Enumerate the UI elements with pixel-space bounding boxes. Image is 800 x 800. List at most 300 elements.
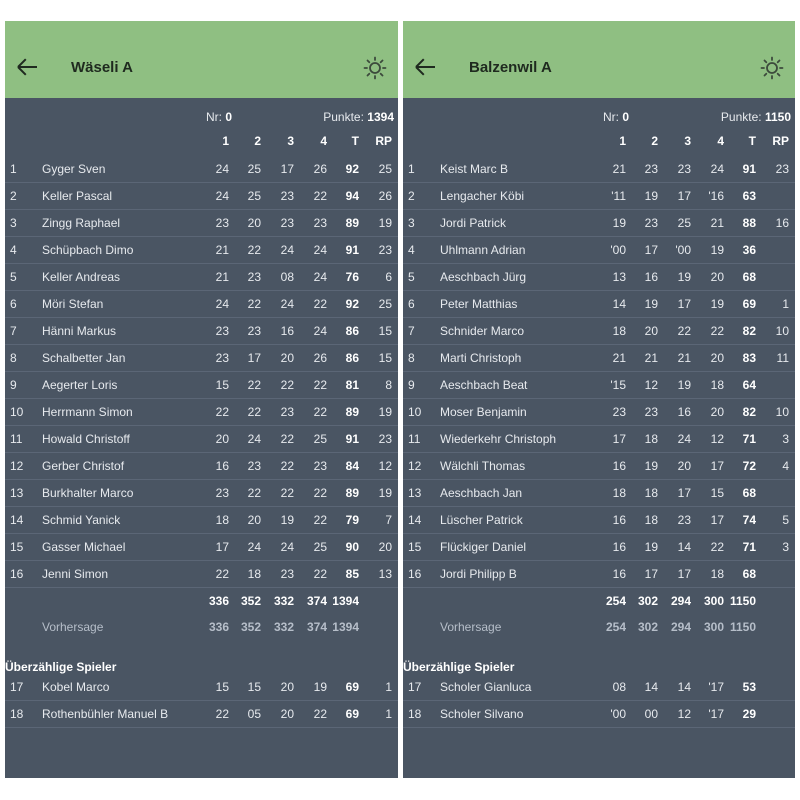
round-4-score: 23 (313, 216, 327, 230)
player-rank: 9 (408, 378, 415, 392)
player-row[interactable] (403, 534, 795, 561)
round-1-score: 18 (612, 486, 626, 500)
player-row[interactable] (403, 210, 795, 237)
player-name: Jordi Patrick (440, 216, 507, 230)
player-name: Schüpbach Dimo (42, 243, 134, 257)
round-3-score: 21 (677, 351, 691, 365)
round-4-score: 17 (710, 513, 724, 527)
round-3-score: 19 (677, 378, 691, 392)
prediction-round-2: 302 (637, 620, 658, 634)
round-3-score: 23 (280, 567, 294, 581)
round-4-score: 24 (313, 324, 327, 338)
total-score: 68 (742, 486, 756, 500)
player-name: Lengacher Köbi (440, 189, 525, 203)
total-score: 69 (742, 297, 756, 311)
round-1-score: 21 (612, 351, 626, 365)
player-rank: 7 (408, 324, 415, 338)
team-panel-right (403, 21, 795, 778)
round-2-score: 17 (644, 567, 658, 581)
player-rank: 1 (408, 162, 415, 176)
player-row[interactable] (403, 674, 795, 701)
player-rank: 4 (10, 243, 17, 257)
round-3-score: 24 (677, 432, 691, 446)
player-row[interactable] (403, 264, 795, 291)
player-name: Wiederkehr Christoph (440, 432, 557, 446)
round-4-score: '17 (708, 707, 724, 721)
round-3-score: 14 (677, 680, 691, 694)
player-name: Scholer Silvano (440, 707, 524, 721)
round-4-score: 12 (710, 432, 724, 446)
rank-points: 25 (378, 162, 392, 176)
round-2-score: 23 (644, 162, 658, 176)
prediction-round-1: 336 (208, 620, 229, 634)
round-2-score: 20 (247, 216, 261, 230)
player-rank: 8 (10, 351, 17, 365)
round-3-score: 22 (677, 324, 691, 338)
round-2-score: 22 (247, 486, 261, 500)
round-4-score: 24 (710, 162, 724, 176)
rank-points: 20 (378, 540, 392, 554)
round-3-score: 17 (677, 567, 691, 581)
rank-points: 8 (385, 378, 392, 392)
rank-points: 11 (776, 351, 789, 365)
round-4-score: 19 (710, 243, 724, 257)
col-round-2: 2 (651, 134, 658, 148)
total-score: 92 (345, 297, 359, 311)
player-row[interactable] (5, 210, 398, 237)
round-4-score: 25 (313, 432, 327, 446)
player-rank: 18 (408, 707, 422, 721)
player-rank: 14 (10, 513, 24, 527)
player-rank: 13 (408, 486, 422, 500)
round-3-score: 08 (280, 270, 294, 284)
round-4-score: 20 (710, 405, 724, 419)
player-rank: 3 (408, 216, 415, 230)
player-row[interactable] (403, 237, 795, 264)
col-rp: RP (772, 134, 789, 148)
player-row[interactable] (403, 318, 795, 345)
round-3-score: 24 (280, 243, 294, 257)
player-rank: 11 (10, 432, 23, 446)
round-3-score: 16 (677, 405, 691, 419)
round-2-score: 23 (247, 270, 261, 284)
player-name: Aeschbach Beat (440, 378, 528, 392)
round-3-score: 22 (280, 378, 294, 392)
total-round-3: 294 (670, 594, 691, 608)
round-1-score: 24 (215, 162, 229, 176)
round-3-score: 16 (280, 324, 294, 338)
player-row[interactable] (5, 453, 398, 480)
round-4-score: 24 (313, 243, 327, 257)
round-4-score: 22 (313, 405, 327, 419)
round-3-score: 23 (677, 162, 691, 176)
player-rank: 9 (10, 378, 17, 392)
round-1-score: 13 (612, 270, 626, 284)
round-1-score: 23 (215, 351, 229, 365)
team-number: Nr: 0 (205, 110, 232, 124)
team-number: Nr: 0 (602, 110, 629, 124)
prediction-row (5, 614, 398, 640)
rank-points: 19 (378, 486, 392, 500)
round-4-score: 19 (313, 680, 327, 694)
round-1-score: '00 (610, 243, 626, 257)
team-meta (5, 98, 398, 128)
player-name: Flückiger Daniel (440, 540, 527, 554)
prediction-round-1: 254 (605, 620, 626, 634)
total-round-2: 302 (637, 594, 658, 608)
round-4-score: 22 (313, 707, 327, 721)
player-name: Gerber Christof (42, 459, 125, 473)
total-score: 90 (345, 540, 359, 554)
round-2-score: 18 (247, 567, 261, 581)
round-2-score: 20 (644, 324, 658, 338)
player-row[interactable] (403, 156, 795, 183)
round-3-score: 17 (677, 297, 691, 311)
rank-points: 5 (782, 513, 789, 527)
player-name: Howald Christoff (42, 432, 130, 446)
round-1-score: 21 (612, 162, 626, 176)
rank-points: 6 (385, 270, 392, 284)
rank-points: 10 (775, 324, 789, 338)
round-3-score: 23 (280, 405, 294, 419)
column-header (403, 128, 795, 156)
player-name: Schalbetter Jan (42, 351, 126, 365)
total-score: 68 (742, 567, 756, 581)
player-rank: 13 (10, 486, 24, 500)
player-row[interactable] (5, 480, 398, 507)
col-round-4: 4 (320, 134, 327, 148)
player-row[interactable] (5, 237, 398, 264)
round-1-score: 19 (612, 216, 626, 230)
player-row[interactable] (403, 480, 795, 507)
round-2-score: 17 (247, 351, 261, 365)
round-4-score: 22 (313, 513, 327, 527)
player-row[interactable] (403, 399, 795, 426)
player-rank: 8 (408, 351, 415, 365)
player-name: Rothenbühler Manuel B (42, 707, 169, 721)
round-2-score: 00 (644, 707, 658, 721)
round-4-score: 26 (313, 162, 327, 176)
player-name: Uhlmann Adrian (440, 243, 526, 257)
player-name: Marti Christoph (440, 351, 522, 365)
extra-players-heading: Überzählige Spieler (403, 660, 515, 674)
rank-points: 3 (782, 540, 789, 554)
round-2-score: 23 (644, 405, 658, 419)
team-title: Balzenwil A (469, 59, 552, 76)
player-name: Kobel Marco (42, 680, 110, 694)
player-rank: 5 (408, 270, 415, 284)
rank-points: 19 (378, 405, 392, 419)
player-row[interactable] (403, 701, 795, 728)
round-2-score: 22 (247, 243, 261, 257)
rank-points: 3 (782, 432, 789, 446)
col-total: T (351, 134, 359, 148)
player-rank: 6 (408, 297, 415, 311)
app-bar (5, 21, 398, 98)
round-4-score: 23 (313, 459, 327, 473)
round-3-score: 12 (677, 707, 691, 721)
sun-icon[interactable] (363, 56, 387, 80)
total-score: 89 (345, 486, 359, 500)
player-rank: 12 (10, 459, 24, 473)
round-1-score: 23 (612, 405, 626, 419)
round-2-score: 23 (644, 216, 658, 230)
rank-points: 26 (378, 189, 392, 203)
extra-players-heading: Überzählige Spieler (5, 660, 117, 674)
player-name: Hänni Markus (42, 324, 117, 338)
round-3-score: '00 (675, 243, 691, 257)
rank-points: 16 (775, 216, 789, 230)
round-2-score: 22 (247, 405, 261, 419)
extra-player-list (403, 674, 795, 728)
player-list (5, 156, 398, 588)
total-score: 88 (742, 216, 756, 230)
total-round-4: 374 (306, 594, 327, 608)
round-3-score: 20 (677, 459, 691, 473)
round-2-score: 24 (247, 540, 261, 554)
round-3-score: 19 (280, 513, 294, 527)
player-row[interactable] (403, 507, 795, 534)
round-2-score: 21 (644, 351, 658, 365)
back-arrow-icon[interactable] (16, 58, 40, 76)
player-rank: 17 (408, 680, 422, 694)
total-score: 86 (345, 324, 359, 338)
player-rank: 5 (10, 270, 17, 284)
round-1-score: 24 (215, 189, 229, 203)
player-name: Möri Stefan (42, 297, 104, 311)
round-2-score: 12 (644, 378, 658, 392)
total-score: 64 (742, 378, 756, 392)
col-round-1: 1 (619, 134, 626, 148)
total-score: 72 (742, 459, 756, 473)
total-score: 89 (345, 405, 359, 419)
round-2-score: 17 (644, 243, 658, 257)
round-4-score: 25 (313, 540, 327, 554)
player-row[interactable] (403, 345, 795, 372)
player-rank: 18 (10, 707, 24, 721)
total-score: 36 (742, 243, 756, 257)
total-score: 82 (742, 324, 756, 338)
total-score: 86 (345, 351, 359, 365)
prediction-round-3: 332 (273, 620, 294, 634)
player-rank: 2 (408, 189, 415, 203)
player-row[interactable] (5, 291, 398, 318)
player-name: Keist Marc B (440, 162, 509, 176)
player-row[interactable] (5, 701, 398, 728)
player-name: Aeschbach Jürg (440, 270, 527, 284)
player-row[interactable] (5, 183, 398, 210)
round-1-score: '15 (610, 378, 626, 392)
player-name: Zingg Raphael (42, 216, 121, 230)
player-name: Schnider Marco (440, 324, 525, 338)
round-1-score: 23 (215, 486, 229, 500)
round-4-score: 19 (710, 297, 724, 311)
round-1-score: 16 (215, 459, 229, 473)
prediction-total: 1394 (332, 620, 359, 634)
round-2-score: 24 (247, 432, 261, 446)
rank-points: 23 (775, 162, 789, 176)
player-name: Lüscher Patrick (440, 513, 523, 527)
player-name: Keller Andreas (42, 270, 121, 284)
total-score: 94 (345, 189, 359, 203)
round-3-score: 17 (677, 189, 691, 203)
player-row[interactable] (5, 399, 398, 426)
rank-points: 23 (378, 432, 392, 446)
col-round-1: 1 (222, 134, 229, 148)
round-4-score: 26 (313, 351, 327, 365)
player-name: Moser Benjamin (440, 405, 527, 419)
round-2-score: 19 (644, 540, 658, 554)
player-row[interactable] (5, 561, 398, 588)
total-round-4: 300 (703, 594, 724, 608)
total-score: 53 (742, 680, 756, 694)
round-3-score: 14 (677, 540, 691, 554)
round-1-score: '00 (610, 707, 626, 721)
total-sum: 1150 (729, 594, 756, 608)
round-3-score: 20 (280, 680, 294, 694)
round-2-score: 18 (644, 513, 658, 527)
total-score: 71 (742, 432, 756, 446)
rank-points: 23 (378, 243, 392, 257)
col-round-3: 3 (287, 134, 294, 148)
round-2-score: 18 (644, 432, 658, 446)
player-row[interactable] (403, 453, 795, 480)
total-score: 83 (742, 351, 756, 365)
player-name: Schmid Yanick (42, 513, 121, 527)
player-name: Scholer Gianluca (440, 680, 532, 694)
player-rank: 10 (408, 405, 422, 419)
player-rank: 7 (10, 324, 17, 338)
total-score: 91 (345, 243, 359, 257)
player-rank: 3 (10, 216, 17, 230)
round-2-score: 25 (247, 162, 261, 176)
round-3-score: 22 (280, 486, 294, 500)
total-score: 84 (345, 459, 359, 473)
round-2-score: 22 (247, 378, 261, 392)
round-1-score: 17 (215, 540, 229, 554)
round-3-score: 23 (280, 216, 294, 230)
totals-row (5, 588, 398, 614)
round-1-score: 18 (215, 513, 229, 527)
sun-icon[interactable] (760, 56, 784, 80)
round-1-score: 23 (215, 216, 229, 230)
round-3-score: 22 (280, 459, 294, 473)
prediction-round-4: 374 (306, 620, 327, 634)
total-score: 76 (345, 270, 359, 284)
player-rank: 12 (408, 459, 422, 473)
round-3-score: 17 (677, 486, 691, 500)
player-name: Herrmann Simon (42, 405, 133, 419)
prediction-row (403, 614, 795, 640)
player-row[interactable] (5, 426, 398, 453)
round-1-score: 15 (215, 378, 229, 392)
player-row[interactable] (5, 264, 398, 291)
round-2-score: 18 (644, 486, 658, 500)
player-row[interactable] (403, 183, 795, 210)
col-round-3: 3 (684, 134, 691, 148)
round-2-score: 19 (644, 189, 658, 203)
player-row[interactable] (5, 156, 398, 183)
round-1-score: 16 (612, 513, 626, 527)
player-row[interactable] (5, 372, 398, 399)
player-row[interactable] (5, 674, 398, 701)
player-rank: 15 (10, 540, 24, 554)
round-4-score: 22 (313, 567, 327, 581)
player-row[interactable] (403, 426, 795, 453)
round-1-score: 08 (612, 680, 626, 694)
back-arrow-icon[interactable] (414, 58, 438, 76)
player-row[interactable] (403, 291, 795, 318)
player-row[interactable] (5, 534, 398, 561)
player-rank: 1 (10, 162, 17, 176)
prediction-round-3: 294 (670, 620, 691, 634)
player-rank: 16 (408, 567, 422, 581)
player-row[interactable] (5, 507, 398, 534)
round-1-score: 16 (612, 540, 626, 554)
round-1-score: 22 (215, 405, 229, 419)
extra-player-list (5, 674, 398, 728)
round-4-score: 22 (313, 189, 327, 203)
player-row[interactable] (5, 318, 398, 345)
total-score: 71 (742, 540, 756, 554)
total-score: 82 (742, 405, 756, 419)
round-3-score: 23 (677, 513, 691, 527)
rank-points: 19 (378, 216, 392, 230)
round-4-score: '17 (708, 680, 724, 694)
totals-row (403, 588, 795, 614)
total-score: 91 (345, 432, 359, 446)
round-2-score: 19 (644, 459, 658, 473)
prediction-label: Vorhersage (42, 620, 104, 634)
player-row[interactable] (5, 345, 398, 372)
col-rp: RP (375, 134, 392, 148)
round-2-score: 20 (247, 513, 261, 527)
prediction-total: 1150 (729, 620, 756, 634)
round-4-score: 18 (710, 567, 724, 581)
round-1-score: '11 (611, 189, 626, 203)
round-3-score: 24 (280, 297, 294, 311)
round-4-score: 22 (313, 297, 327, 311)
round-1-score: 16 (612, 459, 626, 473)
round-2-score: 23 (247, 459, 261, 473)
player-rank: 2 (10, 189, 17, 203)
col-total: T (748, 134, 756, 148)
player-rank: 11 (408, 432, 421, 446)
player-list (403, 156, 795, 588)
player-name: Wälchli Thomas (440, 459, 526, 473)
total-score: 69 (345, 680, 359, 694)
total-score: 85 (345, 567, 359, 581)
round-1-score: 20 (215, 432, 229, 446)
team-panel-left (5, 21, 398, 778)
rank-points: 15 (378, 351, 392, 365)
round-4-score: 22 (313, 378, 327, 392)
total-score: 74 (742, 513, 756, 527)
total-score: 91 (742, 162, 756, 176)
round-1-score: 21 (215, 270, 229, 284)
player-row[interactable] (403, 372, 795, 399)
round-3-score: 19 (677, 270, 691, 284)
player-row[interactable] (403, 561, 795, 588)
round-3-score: 20 (280, 707, 294, 721)
round-1-score: 16 (612, 567, 626, 581)
player-rank: 4 (408, 243, 415, 257)
player-name: Jenni Simon (42, 567, 109, 581)
round-4-score: 17 (710, 459, 724, 473)
round-1-score: 18 (612, 324, 626, 338)
round-4-score: 15 (710, 486, 724, 500)
rank-points: 1 (385, 707, 392, 721)
